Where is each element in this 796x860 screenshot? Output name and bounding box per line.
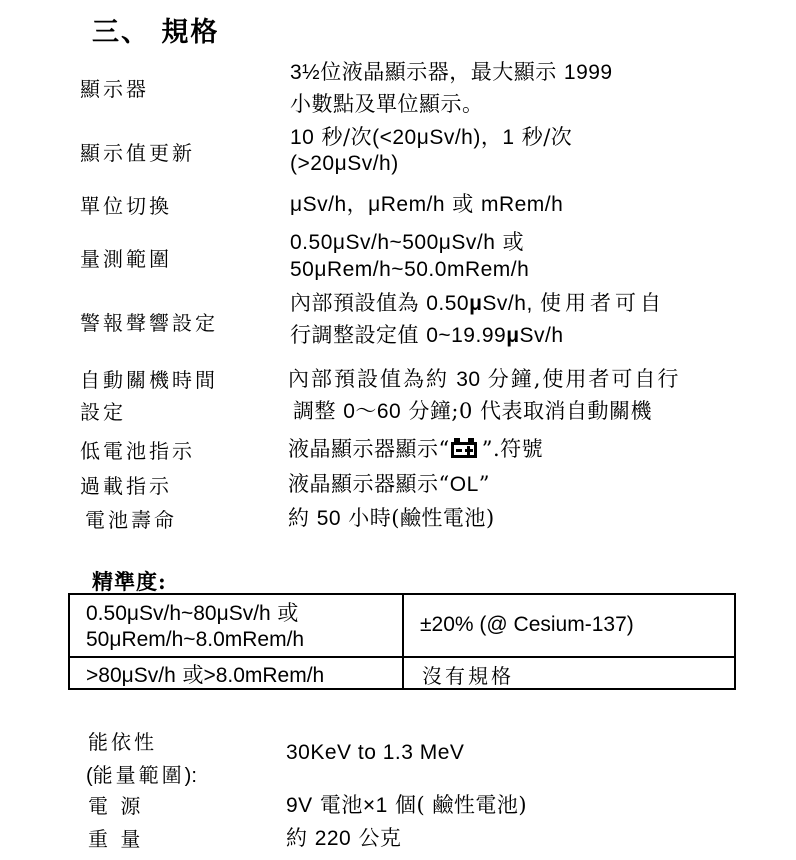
power-battery: 電池: [319, 793, 363, 817]
units-value: [290, 188, 563, 218]
acc-row1-left-line1: [86, 597, 298, 627]
units-v1: μSv/h，μRem/h: [290, 193, 446, 216]
accuracy-title: 精準度:: [92, 569, 167, 594]
weight-label: 重 量: [88, 827, 144, 851]
power-label: 電 源: [88, 794, 144, 818]
table-divider-horizontal: [70, 656, 734, 658]
energy-paren-open: (: [86, 765, 93, 787]
autooff-preset: 內部預設值為約: [288, 367, 449, 391]
power-value: [286, 789, 527, 819]
acc-row2-left: [86, 659, 324, 689]
battery-life-label: 電池壽命: [85, 508, 177, 532]
autooff-cancel: 代表取消自動關機: [480, 399, 653, 423]
acc-row2-or: 或: [182, 663, 204, 687]
range-or: 或: [502, 230, 525, 254]
update-rate2: 秒/次: [521, 125, 573, 149]
battery-life-value: [288, 502, 495, 532]
accuracy-table: [68, 593, 736, 690]
update-cond: (<20μSv/h)，1: [372, 126, 515, 149]
display-max: 1999: [563, 61, 613, 84]
display-value-line1: [290, 56, 613, 86]
autooff-range: 0～60: [343, 400, 402, 423]
alarm-preset: 內部預設值為: [290, 291, 419, 315]
weight-num: 220: [314, 827, 352, 850]
autooff-num: 30: [456, 368, 481, 391]
autooff-value-line1: [288, 363, 680, 393]
battery-life-num: 50: [316, 507, 342, 530]
units-label: 單位切換: [80, 194, 172, 218]
energy-value: 30KeV to 1.3 MeV: [286, 741, 465, 764]
alarm-value-line2: [290, 319, 564, 349]
acc-row1-right: ±20% (@ Cesium-137): [420, 613, 634, 636]
alarm-mu: μ: [469, 292, 483, 315]
update-value-line1: [290, 121, 572, 151]
overload-text: 液晶顯示器顯示“: [288, 472, 450, 496]
power-close: ): [518, 793, 528, 817]
update-rate1: 秒/次: [321, 125, 373, 149]
display-digits: 3½: [290, 61, 321, 84]
weight-value: [286, 822, 401, 852]
autooff-label-line2: 設定: [80, 400, 126, 424]
battery-life-type: 鹼性電池: [399, 506, 486, 530]
acc-row2-right: 沒有規格: [422, 664, 514, 688]
energy-label-line1: 能依性: [88, 730, 157, 754]
acc-row2-rem: >8.0mRem/h: [203, 664, 325, 687]
units-v2: mRem/h: [480, 193, 564, 216]
table-divider-vertical: [402, 595, 404, 688]
display-desc: 位液晶顯示器，最大顯示: [320, 60, 557, 84]
update-num1: 10: [290, 126, 315, 149]
alarm-label: 警報聲響設定: [80, 311, 218, 335]
battery-icon: [451, 437, 481, 459]
weight-unit: 公克: [358, 826, 402, 850]
autooff-value-line2: [293, 395, 652, 425]
range-value-line2: 50μRem/h~50.0mRem/h: [290, 258, 530, 281]
power-type: 鹼性電池: [432, 793, 519, 817]
low-battery-label: 低電池指示: [80, 439, 195, 463]
low-battery-symbol: ”.符號: [481, 437, 544, 461]
weight-approx: 約: [286, 826, 308, 850]
display-label: 顯示器: [80, 77, 149, 101]
range-sv: 0.50μSv/h~500μSv/h: [290, 231, 496, 254]
range-label: 量測範圍: [80, 247, 172, 271]
overload-quote: ”: [478, 472, 491, 496]
energy-paren-close: ):: [184, 765, 197, 787]
power-unit: 個(: [395, 793, 426, 817]
power-count: ×1: [362, 794, 388, 817]
overload-ol: OL: [449, 473, 479, 496]
energy-range-word: 能量範圍: [92, 763, 185, 787]
range-value-line1: [290, 226, 524, 256]
units-or: 或: [452, 192, 474, 216]
acc-row1-or: 或: [277, 601, 299, 625]
overload-label: 過載指示: [80, 474, 172, 498]
update-label: 顯示值更新: [80, 141, 195, 165]
update-value-line2: (>20μSv/h): [290, 152, 399, 175]
power-9v: 9V: [286, 794, 313, 817]
alarm-range: 0~19.99: [426, 324, 507, 347]
autooff-label-line1: 自動關機時間: [80, 368, 218, 392]
section-title: 三、 規格: [92, 17, 220, 48]
energy-label-line2: [86, 759, 197, 788]
overload-value: [288, 468, 490, 498]
autooff-user: 分鐘,使用者可自行: [487, 367, 681, 391]
battery-life-close: ): [485, 506, 495, 530]
alarm-mu2: μ: [506, 324, 520, 347]
battery-life-approx: 約: [288, 506, 310, 530]
alarm-user: 使用者可自: [539, 291, 665, 315]
alarm-unit2: Sv/h: [519, 324, 564, 347]
alarm-unit: Sv/h,: [482, 292, 533, 315]
acc-row1-sv: 0.50μSv/h~80μSv/h: [86, 602, 271, 625]
alarm-num: 0.50: [426, 292, 470, 315]
battery-life-hours: 小時(: [348, 506, 400, 530]
acc-row2-sv: >80μSv/h: [86, 664, 176, 687]
autooff-adjust: 調整: [293, 399, 336, 423]
display-value-line2: 小數點及單位顯示。: [290, 92, 484, 116]
low-battery-text: 液晶顯示器顯示“: [288, 437, 450, 461]
alarm-value-line1: [290, 287, 665, 317]
alarm-adjust: 行調整設定值: [290, 323, 419, 347]
acc-row1-left-line2: 50μRem/h~8.0mRem/h: [86, 628, 305, 651]
low-battery-value: [288, 433, 543, 463]
autooff-min: 分鐘;0: [408, 399, 473, 423]
